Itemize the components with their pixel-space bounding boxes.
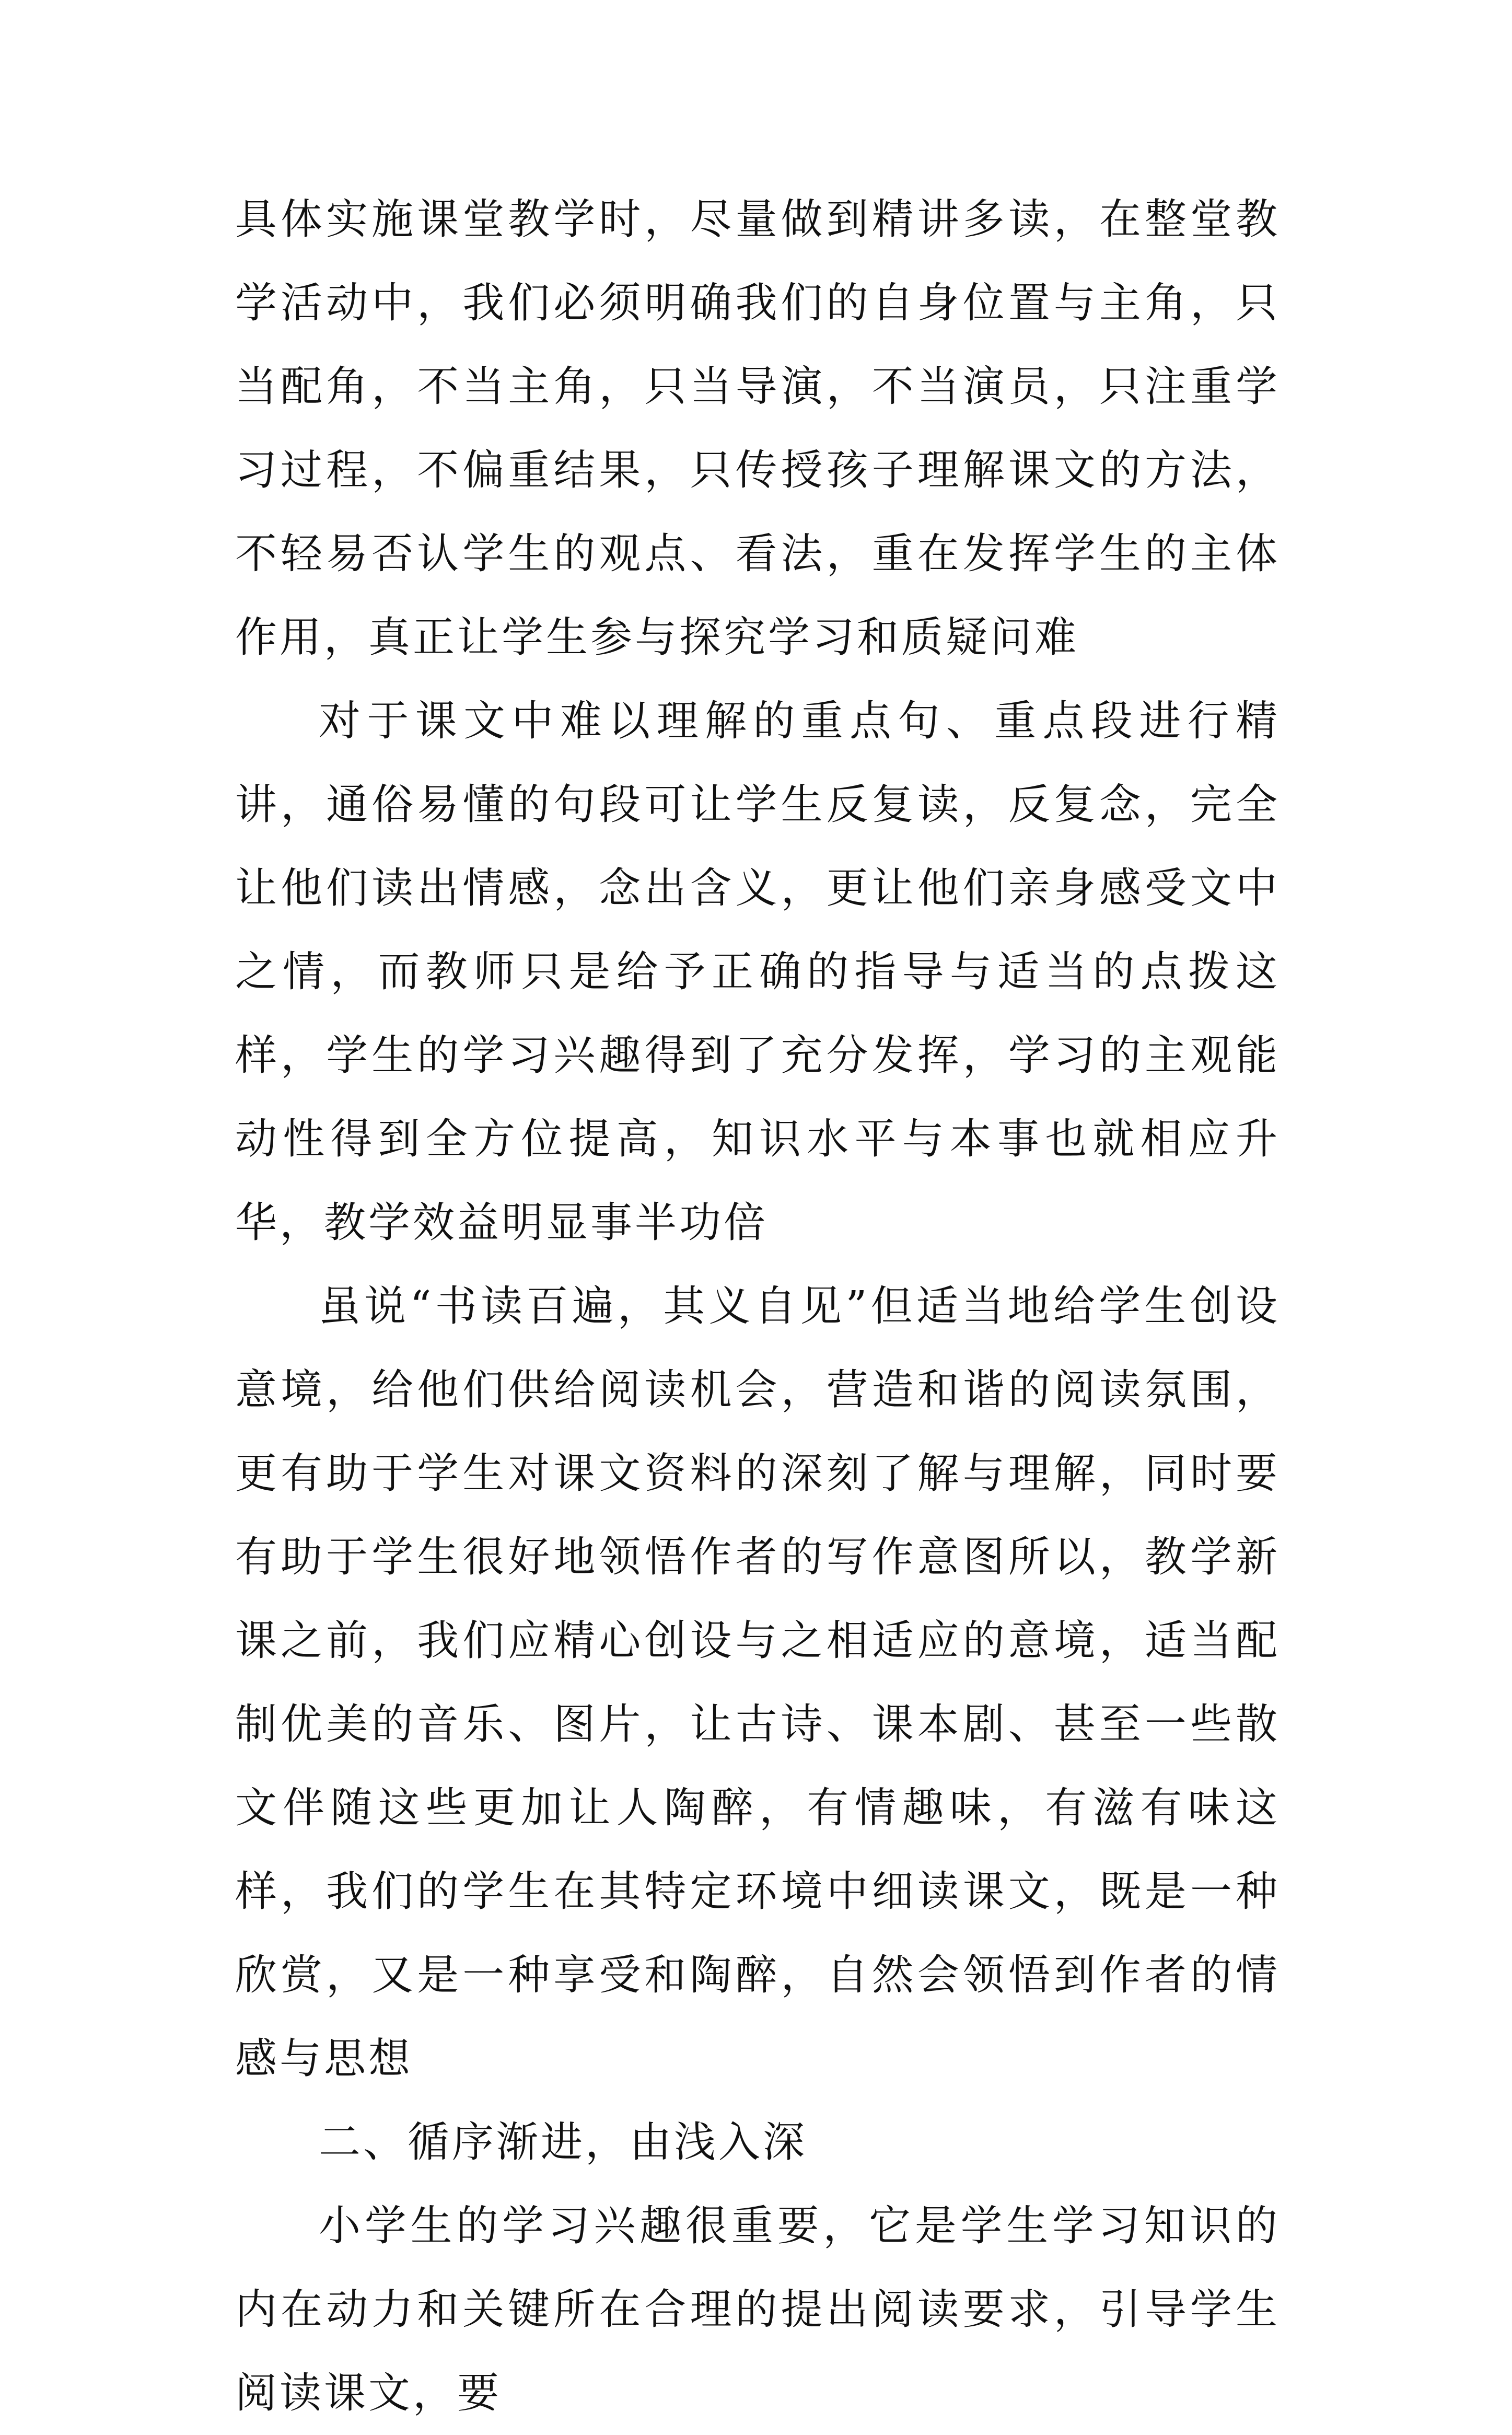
- paragraph-4: 小学生的学习兴趣很重要，它是学生学习知识的内在动力和关键所在合理的提出阅读要求，引导学生阅读课文，要: [235, 2201, 1280, 2417]
- paragraph-2: 对于课文中难以理解的重点句、重点段进行精讲，通俗易懂的句段可让学生反复读，反复念，完全让他们读出情感，念出含义，更让他们亲身感受文中之情，而教师只是给予正确的指导与适当的点拨这样，学生的学习兴趣得到了充分发挥，学习的主观能动性得到全方位提高，知识水平与本事也就相应升华，教学效益明显事半功倍: [235, 697, 1280, 1247]
- section-heading: 二、循序渐进，由浅入深: [319, 2118, 807, 2166]
- document-body: [235, 178, 1280, 2435]
- paragraph-1: 具体实施课堂教学时，尽量做到精讲多读，在整堂教学活动中，我们必须明确我们的自身位置与主角，只当配角，不当主角，只当导演，不当演员，只注重学习过程，不偏重结果，只传授孩子理解课文的方法，不轻易否认学生的观点、看法，重在发挥学生的主体作用，真正让学生参与探究学习和质疑问难: [235, 195, 1280, 662]
- paragraph-3: 虽说“书读百遍，其义自见”但适当地给学生创设意境，给他们供给阅读机会，营造和谐的阅读氛围，更有助于学生对课文资料的深刻了解与理解，同时要有助于学生很好地领悟作者的写作意图所以，教学新课之前，我们应精心创设与之相适应的意境，适当配制优美的音乐、图片，让古诗、课本剧、甚至一些散文伴随这些更加让人陶醉，有情趣味，有滋有味这样，我们的学生在其特定环境中细读课文，既是一种欣赏，又是一种享受和陶醉，自然会领悟到作者的情感与思想: [235, 1282, 1280, 2083]
